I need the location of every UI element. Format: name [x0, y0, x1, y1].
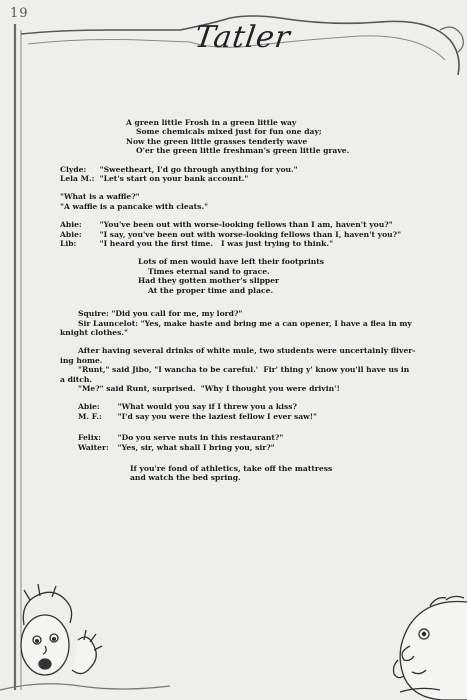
dialog-line: "I say, you've been out with worse-looking fellows than I, haven't you?": [99, 229, 402, 239]
dialog-line: "I heard you the first time. I was just trying to think.": [99, 239, 334, 249]
speaker: Waiter:: [78, 442, 109, 452]
joke-line: Sir Launcelot: "Yes, make haste and bring me a can opener, I have a flea in my: [78, 318, 412, 328]
speaker: Clyde:: [60, 164, 87, 174]
page-content: [60, 118, 425, 483]
dialog-line: "Let's start on your bank account.": [99, 174, 249, 184]
dialog-line: "What would you say if I threw you a kiss?: [117, 402, 297, 412]
joke-line: a ditch.: [60, 374, 93, 384]
poem-line: Now the green little grasses tenderly wave: [126, 136, 308, 146]
joke-restaurant: [78, 433, 425, 452]
poem-green-frosh: [126, 118, 425, 156]
page-number: 19: [10, 6, 29, 21]
speaker: Felix:: [78, 433, 101, 443]
poem-line: Had they gotten mother's slipper: [138, 276, 280, 286]
masthead-title: Tatler: [192, 20, 293, 55]
cartoon-face-left: [0, 584, 170, 690]
joke-line: knight clothes.": [60, 327, 128, 337]
poem-line: O'er the green little freshman's green little grave.: [136, 146, 350, 156]
dialog-line: "I'd say you were the laziest fellow I ever saw!": [117, 411, 317, 421]
joke-line: and watch the bed spring.: [130, 473, 241, 483]
dialog-line: "Sweetheart, I'd go through anything for you.": [99, 164, 298, 174]
dialog-line: "Do you serve nuts in this restaurant?": [117, 433, 284, 443]
speaker: Abie:: [60, 220, 82, 230]
poem-line: Some chemicals mixed just for fun one day;: [136, 127, 322, 137]
dialog-line: "You've been out with worse-looking fellows than I am, haven't you?": [99, 220, 393, 230]
joke-worse-looking: [60, 220, 425, 248]
joke-line: "Me?" said Runt, surprised. "Why I thought you were drivin'!: [78, 383, 340, 393]
joke-line: ing home.: [60, 355, 103, 365]
poem-line: Lots of men would have left their footprints: [138, 257, 325, 267]
speaker: Abie:: [60, 229, 82, 239]
joke-line: If you're fond of athletics, take off the mattress: [130, 463, 333, 473]
joke-line: "What is a waffle?": [60, 192, 140, 202]
poem-line: Times eternal sand to grace.: [148, 266, 270, 276]
poem-footprints: [138, 257, 425, 295]
speaker: M. F.:: [78, 411, 102, 421]
joke-white-mule: [60, 346, 425, 393]
poem-line: At the proper time and place.: [148, 285, 274, 295]
joke-waffle: [60, 192, 425, 211]
speaker: Lib:: [60, 239, 77, 249]
joke-knight-clothes: [60, 309, 425, 337]
speaker: Lela M.:: [60, 174, 95, 184]
speaker: Abie:: [78, 402, 100, 412]
joke-bed-spring: [130, 464, 425, 483]
dialog-line: "Yes, sir, what shall I bring you, sir?": [117, 442, 275, 452]
joke-line: "Runt," said Jibo, "I wancha to be careful.' Fir' thing y' know you'll have us in: [78, 365, 410, 375]
joke-line: "A waffle is a pancake with cleats.": [60, 201, 209, 211]
joke-line: Squire: "Did you call for me, my lord?": [78, 309, 243, 319]
cartoon-face-right: [394, 596, 467, 700]
joke-line: After having several drinks of white mule, two students were uncertainly fliver-: [78, 346, 416, 356]
joke-kiss: [78, 402, 425, 421]
poem-line: A green little Frosh in a green little way: [126, 118, 297, 127]
joke-bank-account: [60, 165, 425, 184]
